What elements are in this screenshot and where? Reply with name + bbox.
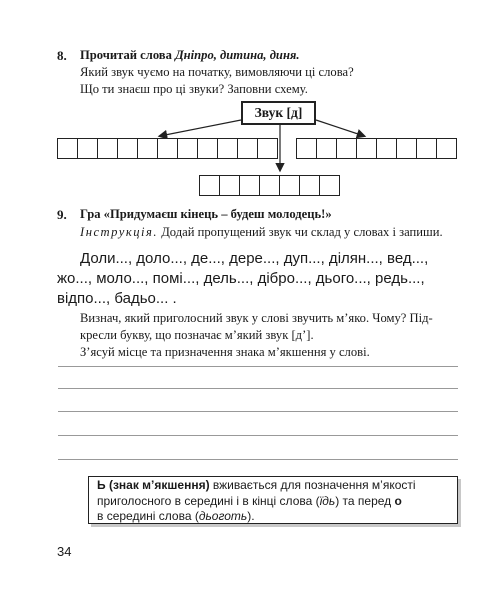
scheme-cell: [316, 138, 337, 159]
scheme-cells-right: [296, 138, 456, 158]
rule-text-1: вживається для позначення м’якості: [209, 478, 416, 492]
rule-text-2b: ) та перед: [335, 493, 395, 508]
instruction-label: Інструкція.: [80, 225, 159, 239]
scheme-cell: [117, 138, 138, 159]
exercise-9-title: [80, 206, 332, 223]
exercise-9-title-suffix: »: [325, 207, 332, 221]
scheme-cell: [219, 175, 240, 196]
rule-bold-term: Ь (знак м’якшення): [97, 478, 210, 492]
exercise-8-title-words: Дніпро, дитина, диня.: [175, 48, 300, 62]
task-line-2: кресли букву, що позначає м’який звук [д’].: [80, 328, 314, 342]
exercise-8-question-2: Що ти знаєш про ці звуки? Заповни схему.: [80, 82, 308, 96]
exercise-8-number: 8.: [57, 48, 67, 63]
scheme-cells-bottom: [199, 175, 339, 195]
exercise-8-question-1: Який звук чуємо на початку, вимовляючи ці слова?: [80, 65, 354, 79]
scheme-cell: [157, 138, 178, 159]
rule-line-1: [97, 478, 449, 494]
arrow-right: [316, 120, 364, 136]
scheme-cell: [57, 138, 78, 159]
rule-example-2: дьоготь: [198, 509, 248, 523]
instruction-text: Додай пропущений звук чи склад у словах і запиши.: [158, 225, 443, 239]
page-number: 34: [57, 544, 72, 559]
exercise-9-title-name: Придумаєш кінець – будеш молодець!: [109, 207, 326, 221]
scheme-cell: [137, 138, 158, 159]
scheme-cell: [197, 138, 218, 159]
scheme-cell: [319, 175, 340, 196]
writing-line: [58, 411, 458, 412]
rule-box: [88, 476, 458, 524]
task-line-3: З’ясуй місце та призначення знака м’якшення у слові.: [80, 345, 370, 359]
scheme-cell: [299, 175, 320, 196]
rule-letter-o: о: [394, 493, 402, 508]
scheme-cell: [296, 138, 317, 159]
writing-line: [58, 435, 458, 436]
writing-line: [58, 366, 458, 367]
scheme-cell: [259, 175, 280, 196]
exercise-9-title-prefix: Гра «: [80, 207, 110, 221]
scheme-cell: [336, 138, 357, 159]
scheme-cell: [279, 175, 300, 196]
scheme-cell: [239, 175, 260, 196]
task-line-1: Визнач, який приголосний звук у слові звучить м’яко. Чому? Під-: [80, 311, 433, 325]
scheme-cell: [436, 138, 457, 159]
rule-line-3: [97, 509, 449, 525]
scheme-cell: [257, 138, 278, 159]
words-line-2: жо..., моло..., помі..., дель..., дібро..., дього..., редь...,: [57, 270, 425, 287]
rule-text-3: в середині слова (: [97, 509, 199, 523]
scheme-cell: [356, 138, 377, 159]
writing-line: [58, 388, 458, 389]
scheme-cell: [77, 138, 98, 159]
rule-example-1: їдь: [319, 493, 336, 508]
rule-text-2: приголосного в середині і в кінці слова (: [97, 493, 320, 508]
exercise-9-number: 9.: [57, 207, 67, 222]
writing-line: [58, 459, 458, 460]
scheme-cells-left: [57, 138, 277, 158]
rule-text-3b: ).: [247, 509, 255, 523]
scheme-cell: [416, 138, 437, 159]
exercise-8-title-lead: Прочитай слова: [80, 48, 176, 62]
scheme-cell: [97, 138, 118, 159]
scheme-cell: [217, 138, 238, 159]
scheme-cell: [237, 138, 258, 159]
scheme-cell: [376, 138, 397, 159]
words-line-3: відпо..., бадьо... .: [57, 290, 177, 307]
rule-line-2: [97, 494, 449, 510]
scheme-cell: [199, 175, 220, 196]
scheme-cell: [396, 138, 417, 159]
scheme-sound-box: Звук [д]: [241, 101, 316, 125]
arrow-left: [160, 120, 241, 136]
scheme-arrows: [0, 0, 496, 200]
words-line-1: Доли..., доло..., де..., дере..., дуп..., ділян..., вед...,: [80, 250, 429, 267]
exercise-9-instruction: [80, 224, 443, 241]
scheme-cell: [177, 138, 198, 159]
